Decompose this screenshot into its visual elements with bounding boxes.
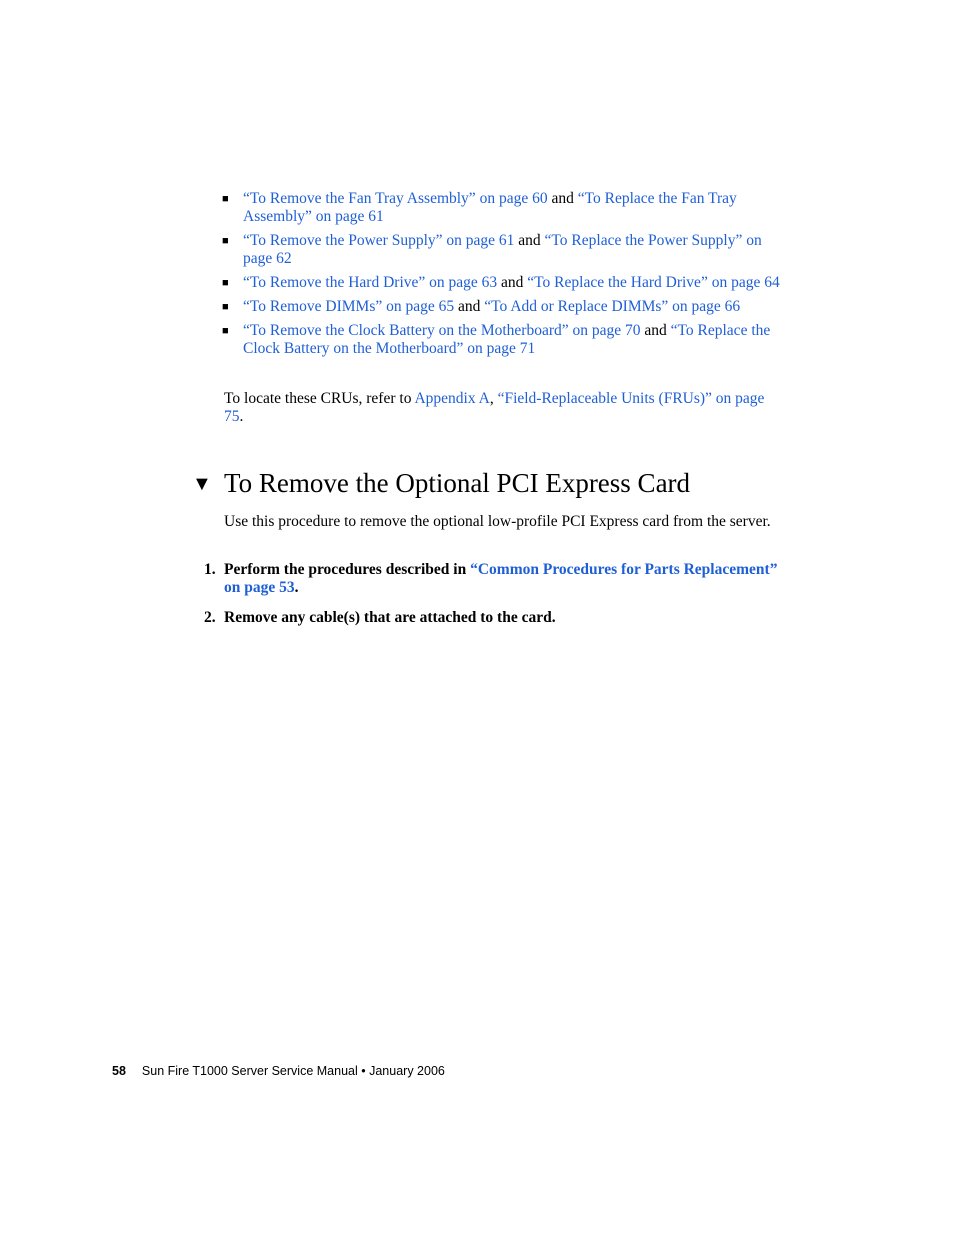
- square-bullet-icon: ■: [222, 325, 229, 337]
- square-bullet-icon: ■: [222, 301, 229, 313]
- hard-drive-remove-link[interactable]: “To Remove the Hard Drive” on page 63: [243, 274, 498, 291]
- intro-paragraph: Use this procedure to remove the optional low-profile PCI Express card from the server.: [224, 513, 771, 530]
- list-item: [222, 232, 794, 268]
- locate-separator: ,: [489, 390, 498, 407]
- power-supply-remove-link[interactable]: “To Remove the Power Supply” on page 61: [243, 232, 515, 249]
- cross-reference-list: [222, 190, 794, 364]
- triangle-down-icon: ▼: [192, 473, 212, 495]
- footer-date: January 2006: [369, 1064, 445, 1078]
- step-text: Remove any cable(s) that are attached to the card.: [224, 609, 556, 626]
- section-heading: [192, 466, 690, 501]
- common-procedures-link[interactable]: “Common Procedures for Parts Replacement” on page 53: [224, 561, 778, 596]
- heading-title: To Remove the Optional PCI Express Card: [224, 468, 691, 498]
- square-bullet-icon: ■: [222, 193, 229, 205]
- list-item: [222, 298, 794, 316]
- step-number: 2.: [204, 609, 216, 626]
- step-suffix: .: [294, 579, 299, 596]
- list-item-joiner: and: [497, 274, 528, 291]
- list-item: [222, 274, 794, 292]
- hard-drive-replace-link[interactable]: “To Replace the Hard Drive” on page 64: [527, 274, 780, 291]
- power-supply-replace-link[interactable]: “To Replace the Power Supply” on page 62: [243, 232, 762, 267]
- appendix-a-link[interactable]: Appendix A: [414, 390, 490, 407]
- list-item-joiner: and: [454, 298, 485, 315]
- footer-separator: •: [357, 1064, 370, 1078]
- list-item-joiner: and: [547, 190, 578, 207]
- clock-battery-remove-link[interactable]: “To Remove the Clock Battery on the Motherboard” on page 70: [243, 322, 641, 339]
- dimms-replace-link[interactable]: “To Add or Replace DIMMs” on page 66: [484, 298, 741, 315]
- square-bullet-icon: ■: [222, 277, 229, 289]
- step-number: 1.: [204, 561, 216, 578]
- footer-title: Sun Fire T1000 Server Service Manual: [141, 1064, 358, 1078]
- locate-crus-paragraph: [224, 390, 784, 426]
- square-bullet-icon: ■: [222, 235, 229, 247]
- list-item-joiner: and: [514, 232, 545, 249]
- clock-battery-replace-link[interactable]: “To Replace the Clock Battery on the Motherboard” on page 71: [243, 322, 771, 357]
- list-item: [222, 322, 794, 358]
- fan-tray-replace-link[interactable]: “To Replace the Fan Tray Assembly” on page 61: [243, 190, 737, 225]
- frus-link[interactable]: “Field-Replaceable Units (FRUs)” on page 75: [224, 390, 765, 425]
- list-item-joiner: and: [640, 322, 671, 339]
- step-text: Perform the procedures described in: [224, 561, 471, 578]
- locate-suffix: .: [239, 408, 244, 425]
- page-footer: [112, 1063, 445, 1079]
- step-2: [204, 609, 784, 627]
- fan-tray-remove-link[interactable]: “To Remove the Fan Tray Assembly” on page 60: [243, 190, 548, 207]
- locate-prefix: To locate these CRUs, refer to: [224, 390, 415, 407]
- dimms-remove-link[interactable]: “To Remove DIMMs” on page 65: [243, 298, 455, 315]
- list-item: [222, 190, 794, 226]
- step-1: [204, 561, 784, 597]
- footer-page-number: 58: [112, 1064, 126, 1078]
